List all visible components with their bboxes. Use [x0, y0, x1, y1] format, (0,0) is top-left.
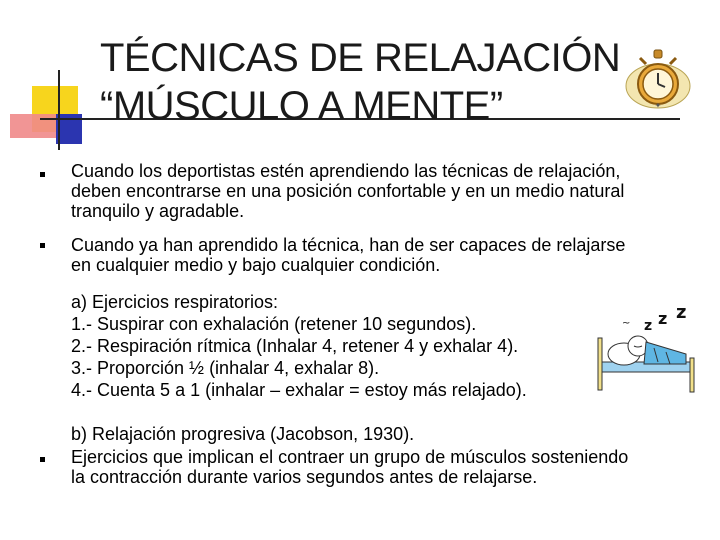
exercises-heading: a) Ejercicios respiratorios: — [71, 292, 279, 312]
text-line: Cuando los deportistas estén aprendiendo las técnicas de relajación, — [71, 161, 621, 181]
bullet-text-3 — [71, 447, 628, 487]
exercise-item: 3.- Proporción ½ (inhalar 4, exhalar 8). — [71, 358, 380, 378]
svg-text:✦: ✦ — [654, 101, 662, 110]
bullet-marker — [40, 243, 45, 248]
sleeping-person-icon — [594, 302, 698, 406]
svg-text:z: z — [676, 302, 687, 323]
bullet-marker — [40, 172, 45, 177]
relaxation-heading: b) Relajación progresiva (Jacobson, 1930). — [71, 424, 415, 444]
breathing-exercises-list — [71, 291, 527, 401]
bullet-marker — [40, 457, 45, 462]
text-line: Cuando ya han aprendido la técnica, han de ser capaces de relajarse — [71, 235, 626, 255]
svg-text:~: ~ — [622, 318, 631, 329]
text-line: la contracción durante varios segundos antes de relajarse. — [71, 467, 538, 487]
decorative-vertical-line — [58, 70, 60, 150]
bullet-text-1 — [71, 161, 624, 221]
text-line: en cualquier medio y bajo cualquier condición. — [71, 255, 441, 275]
svg-text:z: z — [658, 309, 668, 328]
slide-title — [100, 34, 620, 130]
stopwatch-icon — [624, 46, 692, 112]
svg-text:z: z — [644, 318, 653, 334]
title-line-2: “MÚSCULO A MENTE” — [100, 84, 503, 128]
text-line: tranquilo y agradable. — [71, 201, 245, 221]
exercise-item: 2.- Respiración rítmica (Inhalar 4, retener 4 y exhalar 4). — [71, 336, 519, 356]
text-line: Ejercicios que implican el contraer un grupo de músculos sosteniendo — [71, 447, 629, 467]
exercise-item: 4.- Cuenta 5 a 1 (inhalar – exhalar = estoy más relajado). — [71, 380, 527, 400]
bullet-text-2 — [71, 235, 625, 275]
exercise-item: 1.- Suspirar con exhalación (retener 10 segundos). — [71, 314, 477, 334]
text-line: deben encontrarse en una posición confortable y en un medio natural — [71, 181, 625, 201]
title-line-1: TÉCNICAS DE RELAJACIÓN — [100, 36, 621, 80]
